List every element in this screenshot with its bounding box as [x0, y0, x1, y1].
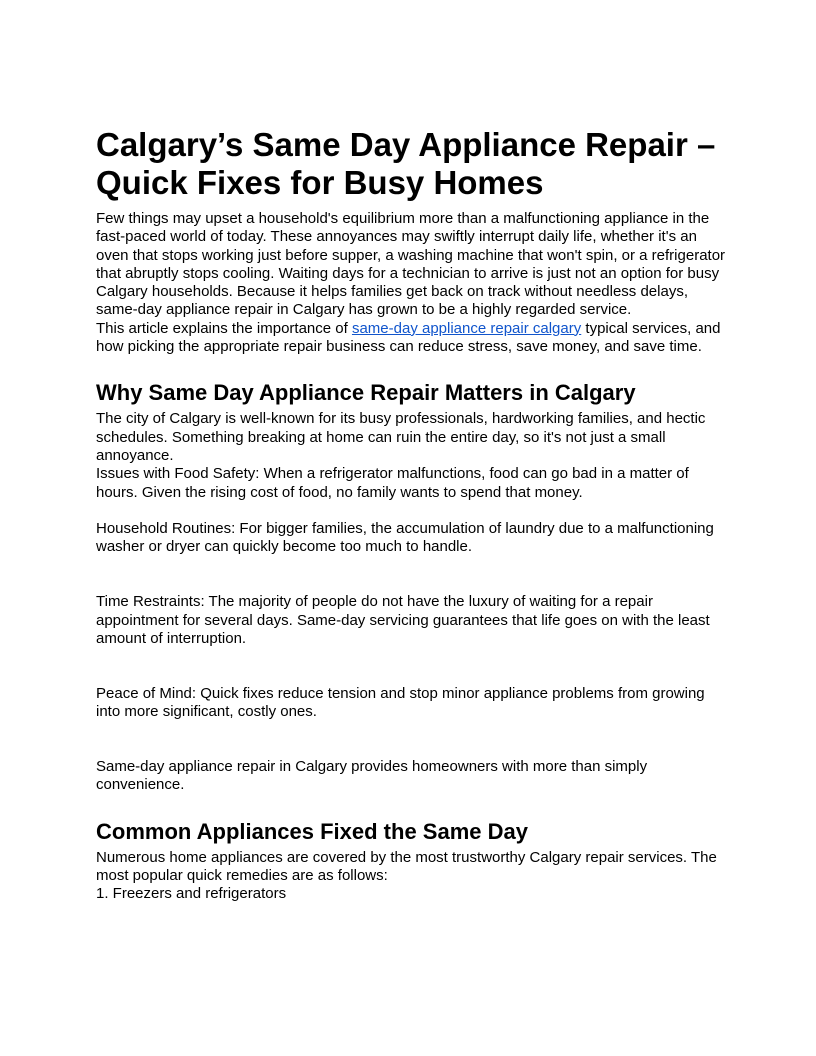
same-day-repair-link[interactable]: same-day appliance repair calgary: [351, 319, 582, 337]
section1-paragraph-household-routines: Household Routines: For bigger families, the accumulation of laundry due to a malfunctioning washer or dryer can quickly become too much to handle.: [96, 520, 714, 556]
section1-heading: Why Same Day Appliance Repair Matters in Calgary: [96, 380, 636, 406]
section1-paragraph-summary: Same-day appliance repair in Calgary provides homeowners with more than simply convenience.: [96, 758, 648, 794]
intro2-text-before: This article explains the importance of: [96, 319, 352, 337]
section2-list-item-1: 1. Freezers and refrigerators: [96, 885, 287, 903]
intro-paragraph-2: [96, 320, 726, 357]
document-body: [96, 126, 726, 904]
section1-paragraph-time-restraints: Time Restraints: The majority of people do not have the luxury of waiting for a repair appointment for several days. Same-day servicing guarantees that life goes on with the least amount of interruption.: [96, 593, 710, 647]
section1-paragraph-1: The city of Calgary is well-known for its busy professionals, hardworking families, and hectic schedules. Something breaking at home can ruin the entire day, so it's not just a small annoyance.: [96, 410, 706, 464]
section2-paragraph-1: Numerous home appliances are covered by the most trustworthy Calgary repair services. The most popular quick remedies are as follows:: [96, 848, 717, 884]
section2-heading: Common Appliances Fixed the Same Day: [96, 818, 528, 844]
intro2-text-after: typical services, and how picking the appropriate repair business can reduce stress, save money, and save time.: [96, 319, 721, 356]
section1-paragraph-peace-of-mind: Peace of Mind: Quick fixes reduce tension and stop minor appliance problems from growing into more significant, costly ones.: [96, 684, 705, 721]
intro-paragraph: Few things may upset a household's equilibrium more than a malfunctioning appliance in the fast-paced world of today. These annoyances may swiftly interrupt daily life, whether it's an oven that stops working just before supper, a washing machine that won't spin, or a refrigerator that abruptly stops cooling. Waiting days for a technician to arrive is just not an option for busy Calgary households. Because it helps families get back on track without needless delays, same-day appliance repair in Calgary has grown to be a highly regarded service.: [96, 210, 726, 319]
page-title: Calgary’s Same Day Appliance Repair – Quick Fixes for Busy Homes: [96, 126, 716, 201]
section1-paragraph-food-safety: Issues with Food Safety: When a refrigerator malfunctions, food can go bad in a matter of hours. Given the rising cost of food, no family wants to spend that money.: [96, 465, 689, 501]
